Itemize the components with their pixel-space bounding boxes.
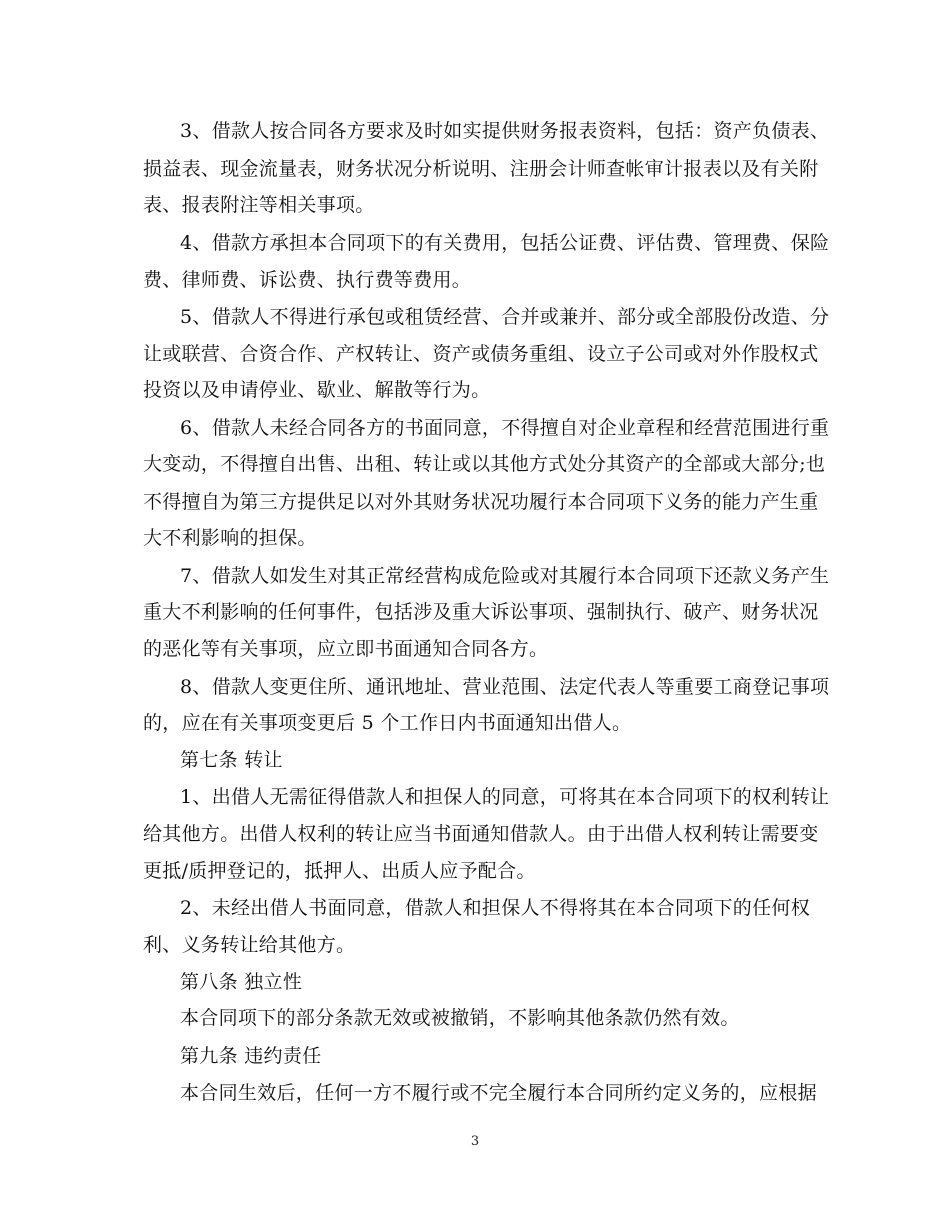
text-line: 3、借款人按合同各方要求及时如实提供财务报表资料，包括：资产负债表、 [180,120,830,142]
text-line: 的，应在有关事项变更后 5 个工作日内书面通知出借人。 [143,712,632,734]
text-line: 表、报表附注等相关事项。 [143,194,375,216]
text-line: 7、借款人如发生对其正常经营构成危险或对其履行本合同项下还款义务产生 [180,565,830,587]
text-line: 5、借款人不得进行承包或租赁经营、合并或兼并、部分或全部股份改造、分 [180,306,830,328]
text-line: 1、出借人无需征得借款人和担保人的同意，可将其在本合同项下的权利转让 [180,786,830,808]
text-line: 6、借款人未经合同各方的书面同意，不得擅自对企业章程和经营范围进行重 [180,417,830,439]
text-line: 费、律师费、诉讼费、执行费等费用。 [143,269,472,291]
text-line: 利、义务转让给其他方。 [143,934,356,956]
text-line: 给其他方。出借人权利的转让应当书面通知借款人。由于出借人权利转让需要变 [143,823,819,845]
text-line: 4、借款方承担本合同项下的有关费用，包括公证费、评估费、管理费、保险 [180,232,830,254]
text-line: 本合同生效后，任何一方不履行或不完全履行本合同所约定义务的，应根据 [180,1082,817,1104]
text-line: 投资以及申请停业、歇业、解散等行为。 [143,379,491,401]
text-line: 大不利影响的担保。 [143,527,317,549]
text-line: 的恶化等有关事项，应立即书面通知合同各方。 [143,638,549,660]
text-line: 重大不利影响的任何事件，包括涉及重大诉讼事项、强制执行、破产、财务状况 [143,601,819,623]
section-heading: 第七条 转让 [180,749,283,771]
text-line: 让或联营、合资合作、产权转让、资产或债务重组、设立子公司或对外作股权式 [143,343,819,365]
text-line: 损益表、现金流量表，财务状况分析说明、注册会计师查帐审计报表以及有关附 [143,158,819,180]
text-line: 大变动，不得擅自出售、出租、转让或以其他方式处分其资产的全部或大部分;也 [143,453,826,475]
section-heading: 第八条 独立性 [180,971,303,993]
text-line: 8、借款人变更住所、通讯地址、营业范围、法定代表人等重要工商登记事项 [180,676,830,698]
page-number: 3 [470,1134,480,1149]
text-line: 更抵/质押登记的，抵押人、出质人应予配合。 [143,860,536,882]
text-line: 2、未经出借人书面同意，借款人和担保人不得将其在本合同项下的任何权 [180,897,810,919]
text-line: 不得擅自为第三方提供足以对外其财务状况功履行本合同项下义务的能力产生重 [143,491,819,513]
section-heading: 第九条 违约责任 [180,1045,322,1067]
text-line: 本合同项下的部分条款无效或被撤销，不影响其他条款仍然有效。 [180,1007,740,1029]
